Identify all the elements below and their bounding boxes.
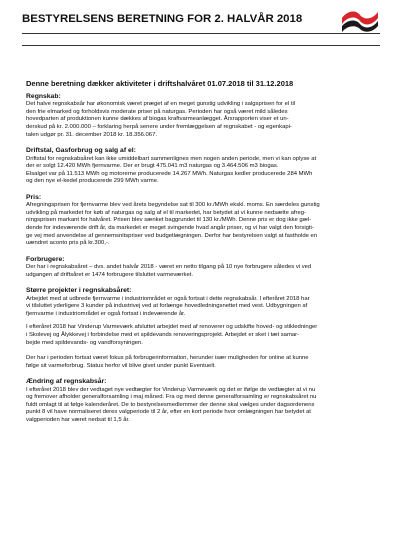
section-forbrugere xyxy=(26,256,382,279)
section-text: Driftstal for regnskabsåret kan ikke umiddelbart sammenlignes men nogen anden periode, men vi kan oplyse at der er solgt 12.420 MWh fjernvarme. Der er brugt 475.041 m3 naturgas og 3.464.506 m3 biogas. Elsalget var på 11.513 MWh og motorerne producerede 14.267 MWh. Naturgas kedler producerede 284 MWh og den nye el-kedel producerede 299 MWh varme. xyxy=(26,155,317,185)
section-heading: Pris: xyxy=(26,193,42,201)
section-regnskabsaar xyxy=(26,378,382,424)
section-pris xyxy=(26,194,382,248)
section-driftstal xyxy=(26,147,382,186)
section-text: Det halve regnskabsår har økonomisk været præget af en meget gunstig udvikling i salgsprisen for el til den frie elmarked og forholdsvis moderate priser på naturgas. Perioden har også været mild således hovedparten af produktionen kunne dækkes af biogas kraftvarmeanlægget. Årsrapporten viser et un- derskud på kr. 2.000.000 – forklaring herpå senere under fremlæggelsen af regnskabet - og egenkapi- talen udgør pr. 31. december 2018 kr. 18.356.067. xyxy=(26,101,296,138)
section-text: Arbejdet med at udbrede fjernvarme i industriområdet er også fortsat i dette regnskabsår. I efteråret 2018 har vi tilsluttet yderligere 3 kunder på industrivej ved at forlænge hovedledningsnettet med vest. Udbygningen af fjernvarme i industriområdet er også fortsat i indeværende år. xyxy=(26,295,310,317)
header-divider-top xyxy=(22,33,380,34)
company-logo-icon xyxy=(340,4,380,34)
section-text: Der har i perioden fortsat været fokus på forbrugerinformation, herunder især muligheden for online at kunne følge sit varmeforbrug. Status herfor vil blive givet under punkt Eventuelt. xyxy=(26,355,309,369)
section-text: Afregningsprisen for fjernvarme blev ved årets begyndelse sat til 300 kr./MWh ekskl. moms. En særdeles gunstig udvikling på markedet for køb af naturgas og salg af el til markedet, har betydet at vi kunne nedsætte afreg- ningsprisen markant for halvåret. Prisen blev sænket baggrundet til 130 kr./MWh. Denne pris er dog ikke gæl- dende for indeværende drift år, da markedet er meget svingende hvad angår priser, og vi har valgt den forsigti- ge vej med anvendelse af gennemsnitspriser ved budgetlægningen. Derfor har bestyrelsen valgt at fastholde en uændret aconto pris på kr.300,-. xyxy=(26,202,320,247)
header-divider-bottom xyxy=(22,45,380,46)
section-stoerre-projekter xyxy=(26,287,382,318)
document-header-title: BESTYRELSENS BERETNING FOR 2. HALVÅR 2018 xyxy=(22,13,303,25)
report-period-subtitle: Denne beretning dækker aktiviteter i driftshalvåret 01.07.2018 til 31.12.2018 xyxy=(26,79,294,88)
section-heading: Driftstal, Gasforbrug og salg af el: xyxy=(26,147,136,155)
section-forbrugerinformation xyxy=(26,355,382,370)
section-renovering xyxy=(26,324,382,347)
section-heading: Større projekter i regnskabsåret: xyxy=(26,287,132,295)
section-text: Der har i regnskabsåret – dvs. andet halvår 2018 - været en netto tilgang på 10 nye forbrugere således vi ved udgangen af driftsåret er 1474 forbrugere tilsluttet varmeværket. xyxy=(26,264,312,278)
section-text: I efteråret 2018 har Vinderup Varmeværk afsluttet arbejdet med af renoverer og udskifte hoved- og stikledninger i Skolevej og Ålykkevej i forbindelse med et spildevands renoveringsprojekt. Arbejdet er sket i tæt samar- bejde med spildevands- og vandforsyningen. xyxy=(26,324,318,346)
report-body xyxy=(26,93,382,425)
section-regnskab xyxy=(26,93,382,139)
section-heading: Regnskab: xyxy=(26,93,61,100)
section-text: I efteråret 2018 blev der vedtaget nye vedtægter for Vinderup Varmeværk og det er ifølge de vedtægter at vi nu og fremover afholder generalforsamling i maj måned. Fra og med denne generalforsamling er regnskabsåret nu fuldt omlagt til at følge kalenderåret. De to bestyrelsesmedlemmer der denne skal vælges under dagsordenens punkt 8 vil have normaliseret deres valgperiode til 2 år, efter en kort periode hvor omlægningen har betydet at valgperioden har været nedsat til 1,5 år. xyxy=(26,386,317,423)
section-heading: Forbrugere: xyxy=(26,255,65,263)
section-heading: Ændring af regnskabsår: xyxy=(26,378,107,386)
